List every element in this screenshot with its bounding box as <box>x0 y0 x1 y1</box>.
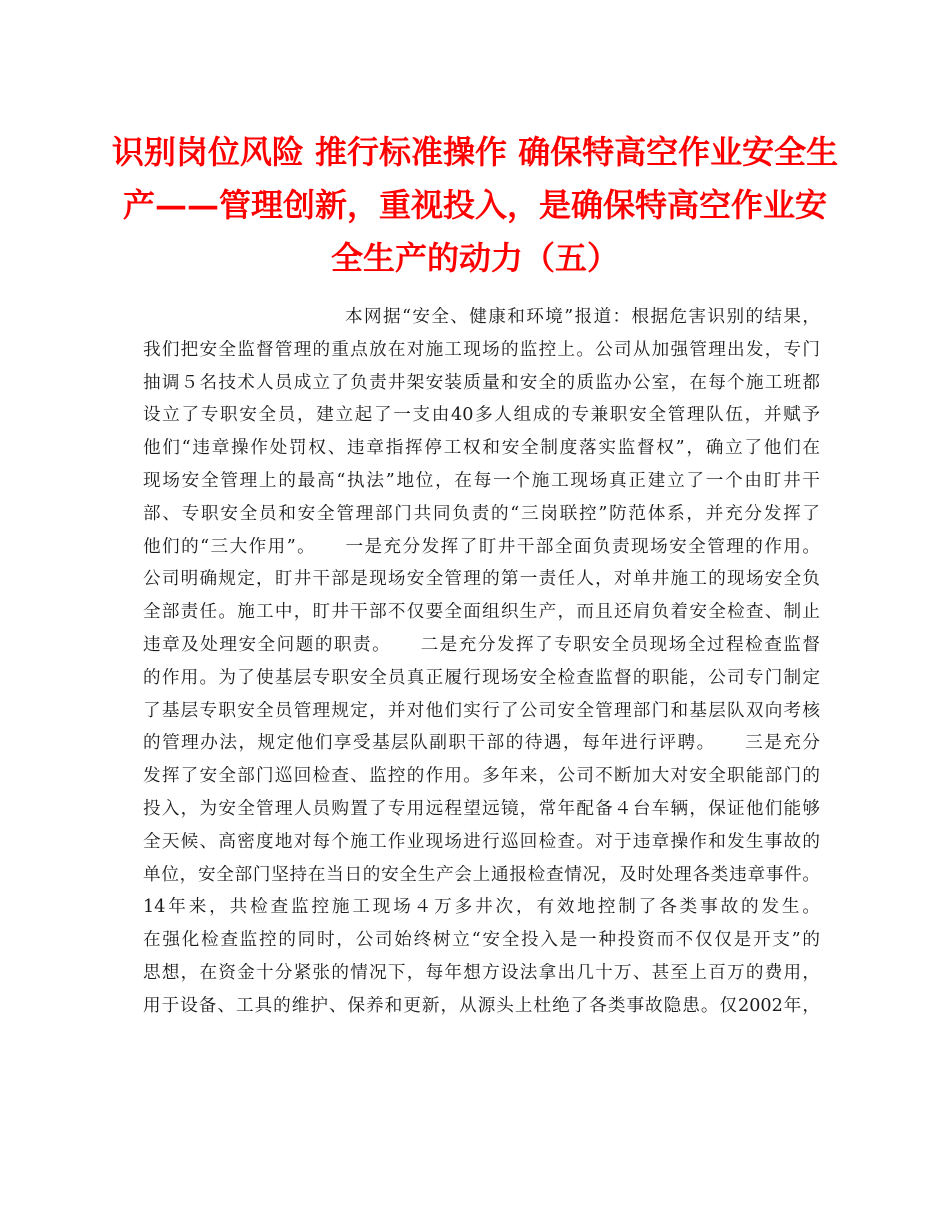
body-line: 的作用。为了使基层专职安全员真正履行现场安全检查监督的职能，公司专门制定 <box>143 667 820 688</box>
body-line: 部、专职安全员和安全管理部门共同负责的“三岗联控”防范体系，并充分发挥了 <box>143 503 820 524</box>
body-line: 他们的“三大作用”。 一是充分发挥了盯井干部全面负责现场安全管理的作用。 <box>143 536 820 557</box>
body-line: 发挥了安全部门巡回检查、监控的作用。多年来，公司不断加大对安全职能部门的 <box>143 766 820 787</box>
body-line: 14年来，共检查监控施工现场４万多井次，有效地控制了各类事故的发生。 <box>143 897 820 918</box>
body-line: 在强化检查监控的同时，公司始终树立“安全投入是一种投资而不仅仅是开支”的 <box>143 930 820 951</box>
body-line: 思想，在资金十分紧张的情况下，每年想方设法拿出几十万、甚至上百万的费用， <box>143 962 820 983</box>
document-title: 识别岗位风险 推行标准操作 确保特高空作业安全生产——管理创新，重视投入，是确保特高空作业安全生产的动力（五） <box>111 133 839 277</box>
body-line: 投入，为安全管理人员购置了专用远程望远镜，常年配备４台车辆，保证他们能够 <box>143 798 820 819</box>
body-line: 用于设备、工具的维护、保养和更新，从源头上杜绝了各类事故隐患。仅2002年， <box>143 995 820 1016</box>
body-line: 的管理办法，规定他们享受基层队副职干部的待遇，每年进行评聘。 三是充分 <box>143 733 820 754</box>
body-line: 违章及处理安全问题的职责。 二是充分发挥了专职安全员现场全过程检查监督 <box>143 634 820 655</box>
body-line: 全部责任。施工中，盯井干部不仅要全面组织生产，而且还肩负着安全检查、制止 <box>143 602 820 623</box>
body-line: 全天候、高密度地对每个施工作业现场进行巡回检查。对于违章操作和发生事故的 <box>143 831 820 852</box>
body-line: 本网据“安全、健康和环境”报道：根据危害识别的结果， <box>345 307 820 327</box>
body-line: 抽调５名技术人员成立了负责井架安装质量和安全的质监办公室，在每个施工班都 <box>143 372 820 393</box>
body-line: 单位，安全部门坚持在当日的安全生产会上通报检查情况，及时处理各类违章事件。 <box>143 864 820 885</box>
body-line: 设立了专职安全员，建立起了一支由40多人组成的专兼职安全管理队伍，并赋予 <box>143 405 820 426</box>
body-line: 现场安全管理上的最高“执法”地位，在每一个施工现场真正建立了一个由盯井干 <box>143 470 820 491</box>
body-line: 他们“违章操作处罚权、违章指挥停工权和安全制度落实监督权”，确立了他们在 <box>143 438 820 459</box>
document-body <box>143 301 820 1023</box>
body-line: 我们把安全监督管理的重点放在对施工现场的监控上。公司从加强管理出发，专门 <box>143 339 820 360</box>
body-line: 了基层专职安全员管理规定，并对他们实行了公司安全管理部门和基层队双向考核 <box>143 700 820 721</box>
body-line: 公司明确规定，盯井干部是现场安全管理的第一责任人，对单井施工的现场安全负 <box>143 569 820 590</box>
